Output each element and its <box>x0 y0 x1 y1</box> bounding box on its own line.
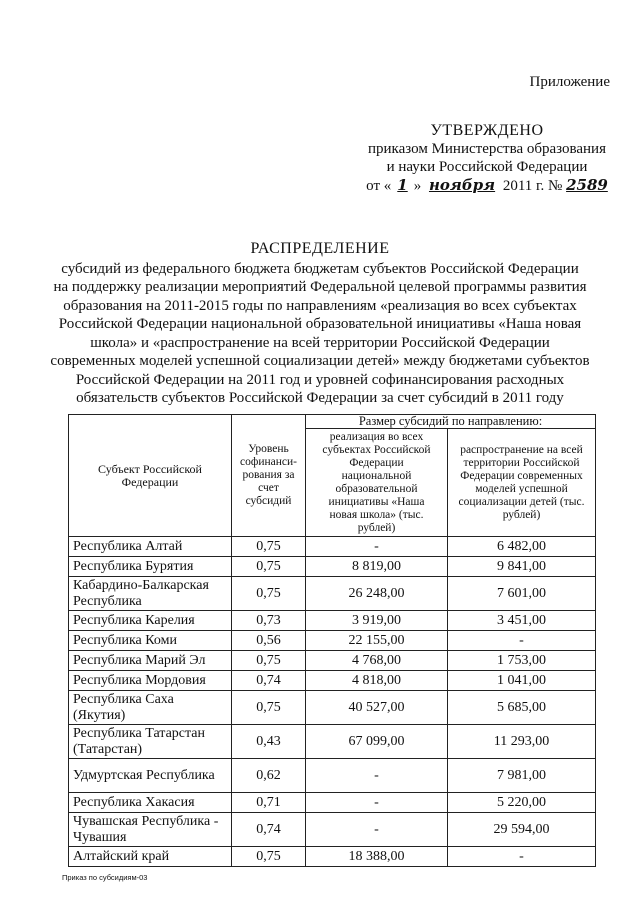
row-direction-1: 4 818,00 <box>306 671 448 691</box>
table-row <box>69 651 596 671</box>
date-prefix: от « <box>366 178 392 194</box>
title-body <box>40 260 600 408</box>
row-subject: Республика Татарстан (Татарстан) <box>69 725 232 759</box>
row-level: 0,75 <box>232 537 306 557</box>
row-level: 0,43 <box>232 725 306 759</box>
row-subject: Республика Мордовия <box>69 671 232 691</box>
row-direction-2: 3 451,00 <box>448 611 596 631</box>
row-direction-2: 29 594,00 <box>448 813 596 847</box>
row-direction-1: - <box>306 813 448 847</box>
table-row <box>69 793 596 813</box>
table-row <box>69 557 596 577</box>
approval-line-2: и науки Российской Федерации <box>386 159 588 175</box>
header-direction-1: реализация во всех субъектах Российской Федерации национальной образовательной инициативы «Наша новая школа» (тыс. рублей) <box>306 429 448 537</box>
row-direction-1: - <box>306 759 448 793</box>
row-subject: Республика Хакасия <box>69 793 232 813</box>
title-line: образования на 2011-2015 годы по направлениям «реализация во всех субъектах <box>63 297 577 314</box>
handwritten-month: ноября <box>428 176 496 194</box>
header-level: Уровень софинанси-рования за счет субсидий <box>232 415 306 537</box>
row-direction-1: 40 527,00 <box>306 691 448 725</box>
header-subject: Субъект Российской Федерации <box>69 415 232 537</box>
row-subject: Кабардино-Балкарская Республика <box>69 577 232 611</box>
handwritten-order-number: 2589 <box>566 176 608 194</box>
table-row <box>69 537 596 557</box>
row-direction-1: 3 919,00 <box>306 611 448 631</box>
row-direction-2: 1 041,00 <box>448 671 596 691</box>
title-line: обязательств субъектов Российской Федерации за счет субсидий в 2011 году <box>76 390 564 406</box>
table-row <box>69 725 596 759</box>
title-line: школа» и «распространение на всей территории Российской Федерации <box>90 334 550 351</box>
row-direction-1: - <box>306 793 448 813</box>
row-subject: Алтайский край <box>69 847 232 867</box>
row-level: 0,74 <box>232 671 306 691</box>
handwritten-day: 1 <box>397 176 408 194</box>
table-row <box>69 611 596 631</box>
approval-block <box>362 122 612 195</box>
row-direction-2: 7 981,00 <box>448 759 596 793</box>
row-level: 0,74 <box>232 813 306 847</box>
row-subject: Республика Бурятия <box>69 557 232 577</box>
row-direction-1: 8 819,00 <box>306 557 448 577</box>
row-direction-1: - <box>306 537 448 557</box>
title-line: Российской Федерации на 2011 год и уровней софинансирования расходных <box>75 371 565 388</box>
row-direction-2: 6 482,00 <box>448 537 596 557</box>
row-direction-2: 7 601,00 <box>448 577 596 611</box>
title-line: Российской Федерации национальной образовательной инициативы «Наша новая <box>58 316 582 332</box>
table-row <box>69 671 596 691</box>
header-direction-2: распространение на всей территории Российской Федерации современных моделей успешной социализации детей (тыс. рублей) <box>448 429 596 537</box>
row-level: 0,71 <box>232 793 306 813</box>
row-level: 0,75 <box>232 651 306 671</box>
table-row <box>69 847 596 867</box>
row-subject: Республика Саха (Якутия) <box>69 691 232 725</box>
row-direction-1: 67 099,00 <box>306 725 448 759</box>
row-level: 0,75 <box>232 557 306 577</box>
row-subject: Республика Карелия <box>69 611 232 631</box>
row-level: 0,73 <box>232 611 306 631</box>
date-mid: » <box>413 178 422 194</box>
date-year: 2011 г. № <box>502 178 563 194</box>
row-subject: Республика Коми <box>69 631 232 651</box>
title-heading: РАСПРЕДЕЛЕНИЕ <box>250 240 390 257</box>
row-direction-2: 5 220,00 <box>448 793 596 813</box>
row-subject: Удмуртская Республика <box>69 759 232 793</box>
header-group: Размер субсидий по направлению: <box>306 415 596 429</box>
row-subject: Чувашская Республика - Чувашия <box>69 813 232 847</box>
table-row <box>69 577 596 611</box>
row-level: 0,75 <box>232 577 306 611</box>
row-level: 0,56 <box>232 631 306 651</box>
row-direction-1: 18 388,00 <box>306 847 448 867</box>
footer-text: Приказ по субсидиям-03 <box>62 873 148 882</box>
row-direction-2: 1 753,00 <box>448 651 596 671</box>
table-row <box>69 691 596 725</box>
title-line: субсидий из федерального бюджета бюджетам субъектов Российской Федерации <box>61 260 579 277</box>
approval-line-1: приказом Министерства образования <box>368 141 606 157</box>
approval-date-line <box>362 176 612 195</box>
table-row <box>69 759 596 793</box>
row-subject: Республика Марий Эл <box>69 651 232 671</box>
document-title <box>40 240 600 408</box>
row-direction-2: - <box>448 631 596 651</box>
title-line: современных моделей успешной социализации детей» между бюджетами субъектов <box>50 353 590 369</box>
table-row <box>69 631 596 651</box>
approval-heading: УТВЕРЖДЕНО <box>430 122 544 139</box>
row-direction-2: - <box>448 847 596 867</box>
table-row <box>69 813 596 847</box>
title-line: на поддержку реализации мероприятий Федеральной целевой программы развития <box>53 279 587 295</box>
row-subject: Республика Алтай <box>69 537 232 557</box>
row-direction-2: 5 685,00 <box>448 691 596 725</box>
row-direction-1: 4 768,00 <box>306 651 448 671</box>
row-direction-1: 22 155,00 <box>306 631 448 651</box>
row-direction-1: 26 248,00 <box>306 577 448 611</box>
row-direction-2: 11 293,00 <box>448 725 596 759</box>
row-level: 0,75 <box>232 847 306 867</box>
table-body <box>69 537 596 867</box>
row-level: 0,62 <box>232 759 306 793</box>
subsidy-table <box>68 414 596 867</box>
row-level: 0,75 <box>232 691 306 725</box>
row-direction-2: 9 841,00 <box>448 557 596 577</box>
appendix-label: Приложение <box>529 74 610 90</box>
